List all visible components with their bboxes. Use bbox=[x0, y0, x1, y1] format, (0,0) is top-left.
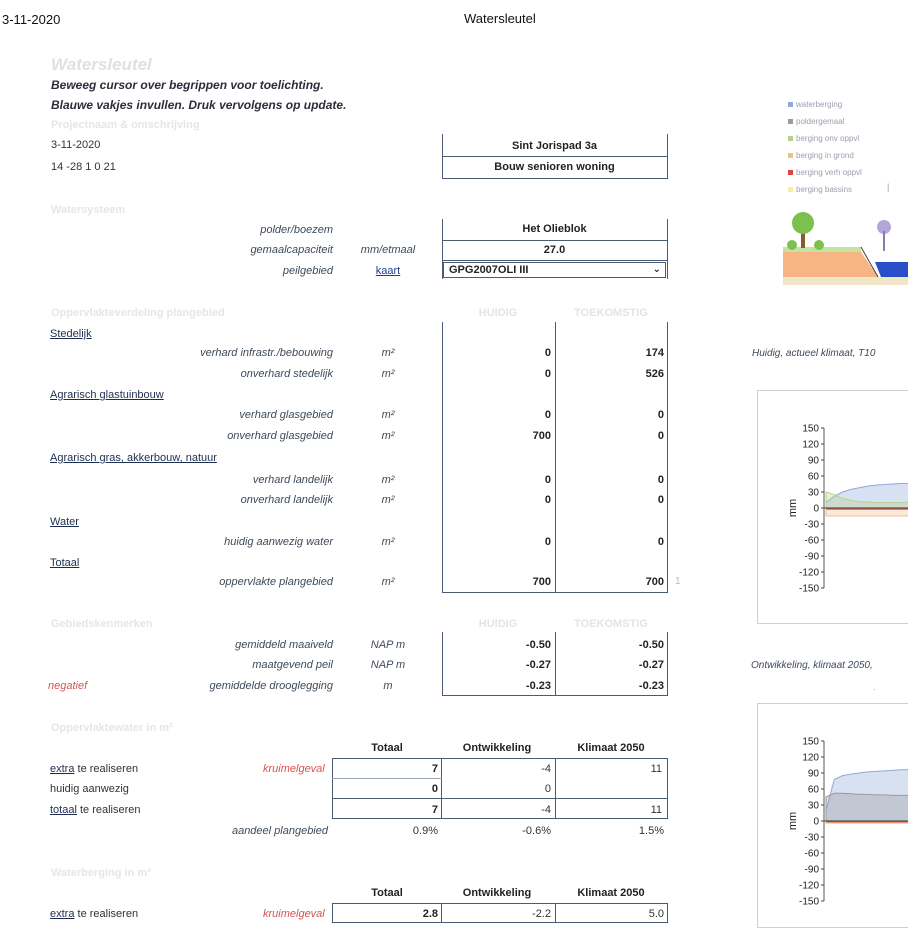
col-klimaat-2: Klimaat 2050 bbox=[577, 887, 645, 899]
print-title: Watersleutel bbox=[464, 11, 536, 26]
section-watersysteem: Watersysteem bbox=[51, 204, 126, 216]
group-glastuinbouw[interactable]: Agrarisch glastuinbouw bbox=[50, 389, 164, 401]
label-onverhard-glas: onverhard glasgebied bbox=[227, 430, 333, 442]
huidig-maaiveld: -0.50 bbox=[525, 639, 551, 651]
aandeel-ontwikkeling: -0.6% bbox=[522, 825, 551, 837]
section-gebiedskenmerken: Gebiedskenmerken bbox=[51, 618, 153, 630]
unit-nap: NAP m bbox=[370, 639, 406, 651]
y-tick-label: -30 bbox=[804, 832, 819, 844]
section-project: Projectnaam & omschrijving bbox=[51, 119, 200, 131]
y-tick-label: 60 bbox=[807, 784, 819, 796]
legend-label: waterberging bbox=[796, 100, 843, 109]
label-maatgevend-peil: maatgevend peil bbox=[252, 659, 333, 671]
unit-m2: m² bbox=[381, 430, 395, 442]
legend-waterberging bbox=[788, 100, 842, 109]
y-tick-label: 120 bbox=[802, 752, 819, 764]
row-huidig-label: huidig aanwezig bbox=[50, 783, 129, 795]
chart-2-frame bbox=[757, 703, 908, 928]
section-waterberging: Waterberging in m³ bbox=[51, 867, 151, 879]
totaal-ontwikkeling: -4 bbox=[541, 804, 551, 816]
legend-label: berging in grond bbox=[796, 151, 854, 160]
unit-m: m bbox=[383, 680, 393, 692]
huidig-verhard-landelijk: 0 bbox=[544, 474, 551, 486]
polder-value: Het Olieblok bbox=[522, 223, 587, 235]
totaal-link[interactable]: totaal bbox=[50, 804, 77, 816]
y-tick-label: -30 bbox=[804, 519, 819, 531]
tree-icon bbox=[792, 212, 814, 234]
kruimelgeval-flag: kruimelgeval bbox=[263, 763, 325, 775]
legend-label: berging onv oppvl bbox=[796, 134, 860, 143]
label-maaiveld: gemiddeld maaiveld bbox=[235, 639, 333, 651]
extra-label-text: te realiseren bbox=[74, 763, 139, 775]
huidig-verhard-infra: 0 bbox=[544, 347, 551, 359]
legend-berging-bassins bbox=[788, 185, 852, 194]
huidig-aanwezig-ontwikkeling: 0 bbox=[544, 783, 551, 795]
y-tick-label: -60 bbox=[804, 535, 819, 547]
huidig-onverhard-glas: 700 bbox=[532, 430, 551, 442]
label-polder: polder/boezem bbox=[260, 224, 333, 236]
legend-swatch bbox=[788, 102, 793, 107]
y-tick-label: -120 bbox=[798, 567, 819, 579]
legend-berging-onv bbox=[788, 134, 859, 143]
intro-line-1: Beweeg cursor over begrippen voor toelichting. bbox=[51, 78, 324, 92]
peilgebied-select-value: GPG2007OLI III bbox=[449, 264, 529, 276]
huidig-water: 0 bbox=[544, 536, 551, 548]
unit-m2: m² bbox=[381, 494, 395, 506]
negatief-flag: negatief bbox=[48, 680, 88, 692]
totaal-klimaat: 11 bbox=[650, 804, 662, 816]
y-tick-label: 60 bbox=[807, 471, 819, 483]
landscape-illustration bbox=[783, 205, 908, 285]
berging-extra-label bbox=[50, 908, 138, 920]
huidig-aanwezig-totaal[interactable]: 0 bbox=[431, 783, 438, 795]
project-code: 14 -28 1 0 21 bbox=[51, 161, 116, 173]
col-huidig-2: HUIDIG bbox=[478, 618, 518, 630]
toekomstig-onverhard-glas[interactable]: 0 bbox=[657, 430, 664, 442]
project-name-field[interactable]: Sint Jorispad 3a bbox=[512, 140, 597, 152]
kruimelgeval-flag-2: kruimelgeval bbox=[263, 908, 325, 920]
unit-m2: m² bbox=[381, 536, 395, 548]
legend-swatch bbox=[788, 187, 793, 192]
y-tick-label: 0 bbox=[813, 816, 819, 828]
berging-klimaat: 5.0 bbox=[648, 908, 664, 920]
extra-totaal: 7 bbox=[431, 763, 438, 775]
legend-label: berging bassins bbox=[796, 185, 853, 194]
totaal-label-text: te realiseren bbox=[76, 804, 141, 816]
y-tick-label: 30 bbox=[807, 800, 819, 812]
legend-berging-grond bbox=[788, 151, 854, 160]
group-agrarisch[interactable]: Agrarisch gras, akkerbouw, natuur bbox=[50, 452, 217, 464]
aandeel-totaal: 0.9% bbox=[412, 825, 438, 837]
section-oppervlakte: Oppervlakteverdeling plangebied bbox=[51, 307, 225, 319]
label-drooglegging: gemiddelde drooglegging bbox=[209, 680, 333, 692]
bush-icon bbox=[787, 240, 797, 250]
huidig-verhard-glas: 0 bbox=[544, 409, 551, 421]
huidig-drooglegging: -0.23 bbox=[525, 680, 551, 692]
berging-extra-text: te realiseren bbox=[74, 908, 139, 920]
chart-1 bbox=[758, 391, 908, 625]
chart-caption-2: Ontwikkeling, klimaat 2050, bbox=[751, 660, 873, 671]
print-date: 3-11-2020 bbox=[2, 12, 61, 27]
y-tick-label: 120 bbox=[802, 439, 819, 451]
unit-m2: m² bbox=[381, 576, 395, 588]
y-tick-label: -120 bbox=[798, 880, 819, 892]
legend-label: poldergemaal bbox=[796, 117, 845, 126]
label-huidig-water: huidig aanwezig water bbox=[224, 536, 333, 548]
toekomstig-peil: -0.27 bbox=[638, 659, 664, 671]
chart-2 bbox=[758, 704, 908, 929]
peilgebied-select[interactable] bbox=[443, 262, 666, 278]
col-totaal: Totaal bbox=[371, 742, 403, 754]
huidig-totaal: 700 bbox=[532, 576, 551, 588]
y-axis-label: mm bbox=[787, 498, 799, 518]
huidig-peil: -0.27 bbox=[525, 659, 551, 671]
project-description-field[interactable]: Bouw senioren woning bbox=[494, 161, 615, 173]
huidig-onverhard-landelijk: 0 bbox=[544, 494, 551, 506]
intro-line-2: Blauwe vakjes invullen. Druk vervolgens op update. bbox=[51, 98, 347, 112]
series-area-3 bbox=[826, 508, 908, 516]
legend-mark: | bbox=[887, 182, 890, 192]
toekomstig-verhard-infra[interactable]: 174 bbox=[645, 347, 664, 359]
extra-ontwikkeling: -4 bbox=[541, 763, 551, 775]
gemaalcapaciteit-value: 27.0 bbox=[543, 244, 566, 256]
label-verhard-landelijk: verhard landelijk bbox=[252, 474, 333, 486]
col-ontwikkeling-2: Ontwikkeling bbox=[462, 887, 532, 899]
col-huidig: HUIDIG bbox=[478, 307, 518, 319]
chart-1-frame bbox=[757, 390, 908, 624]
unit-gemaalcapaciteit: mm/etmaal bbox=[360, 244, 416, 256]
series-area-1 bbox=[826, 793, 908, 821]
berging-totaal: 2.8 bbox=[422, 908, 438, 920]
legend-swatch bbox=[788, 136, 793, 141]
group-stedelijk[interactable]: Stedelijk bbox=[50, 328, 92, 340]
legend-swatch bbox=[788, 170, 793, 175]
y-tick-label: 150 bbox=[802, 736, 819, 748]
bush-icon bbox=[814, 240, 824, 250]
col-ontwikkeling: Ontwikkeling bbox=[462, 742, 532, 754]
toekomstig-verhard-glas[interactable]: 0 bbox=[657, 409, 664, 421]
project-date: 3-11-2020 bbox=[51, 139, 101, 151]
extra-klimaat: 11 bbox=[650, 763, 662, 775]
toekomstig-drooglegging: -0.23 bbox=[638, 680, 664, 692]
y-tick-label: -60 bbox=[804, 848, 819, 860]
y-tick-label: 90 bbox=[807, 455, 819, 467]
totaal-totaal: 7 bbox=[431, 804, 438, 816]
label-verhard-glas: verhard glasgebied bbox=[239, 409, 333, 421]
y-tick-label: 150 bbox=[802, 423, 819, 435]
unit-m2: m² bbox=[381, 474, 395, 486]
berging-ontwikkeling: -2.2 bbox=[532, 908, 551, 920]
toekomstig-verhard-landelijk[interactable]: 0 bbox=[657, 474, 664, 486]
legend-swatch bbox=[788, 119, 793, 124]
legend-swatch bbox=[788, 153, 793, 158]
col-toekomstig: TOEKOMSTIG bbox=[574, 307, 648, 319]
extra-link[interactable]: extra bbox=[50, 763, 75, 775]
label-aandeel: aandeel plangebied bbox=[231, 825, 328, 837]
legend-label: berging verh oppvl bbox=[796, 168, 862, 177]
toekomstig-maaiveld: -0.50 bbox=[638, 639, 664, 651]
kaart-link[interactable]: kaart bbox=[375, 265, 401, 277]
legend-poldergemaal bbox=[788, 117, 844, 126]
unit-m2: m² bbox=[381, 368, 395, 380]
label-oppervlakte-plangebied: oppervlakte plangebied bbox=[219, 576, 333, 588]
y-tick-label: 0 bbox=[813, 503, 819, 515]
row-totaal-label bbox=[50, 804, 141, 816]
y-tick-label: -90 bbox=[804, 864, 819, 876]
toekomstig-totaal: 700 bbox=[645, 576, 664, 588]
label-onverhard-landelijk: onverhard landelijk bbox=[240, 494, 333, 506]
y-tick-label: -150 bbox=[798, 896, 819, 908]
unit-m2: m² bbox=[381, 347, 395, 359]
label-verhard-infra: verhard infrastr./bebouwing bbox=[200, 347, 333, 359]
berging-extra-link[interactable]: extra bbox=[50, 908, 75, 920]
section-oppervlaktewater: Oppervlaktewater in m² bbox=[51, 722, 173, 734]
col-klimaat: Klimaat 2050 bbox=[577, 742, 645, 754]
col-toekomstig-2: TOEKOMSTIG bbox=[574, 618, 648, 630]
group-totaal[interactable]: Totaal bbox=[50, 557, 80, 569]
legend-berging-verh bbox=[788, 168, 862, 177]
toekomstig-water[interactable]: 0 bbox=[657, 536, 664, 548]
label-onverhard-stedelijk: onverhard stedelijk bbox=[240, 368, 333, 380]
y-tick-label: 30 bbox=[807, 487, 819, 499]
row-extra-label bbox=[50, 763, 138, 775]
toekomstig-onverhard-stedelijk[interactable]: 526 bbox=[645, 368, 664, 380]
chevron-down-icon: ⌄ bbox=[652, 264, 661, 275]
label-peilgebied: peilgebied bbox=[282, 265, 333, 277]
y-axis-label: mm bbox=[787, 811, 799, 831]
y-tick-label: 90 bbox=[807, 768, 819, 780]
chart-caption-1: Huidig, actueel klimaat, T10 bbox=[752, 348, 876, 359]
unit-nap: NAP m bbox=[370, 659, 406, 671]
label-gemaalcapaciteit: gemaalcapaciteit bbox=[250, 244, 333, 256]
side-mark: 1 bbox=[675, 576, 681, 587]
toekomstig-onverhard-landelijk[interactable]: 0 bbox=[657, 494, 664, 506]
unit-m2: m² bbox=[381, 409, 395, 421]
app-title: Watersleutel bbox=[51, 55, 152, 74]
col-totaal-2: Totaal bbox=[371, 887, 403, 899]
huidig-onverhard-stedelijk: 0 bbox=[544, 368, 551, 380]
aandeel-klimaat: 1.5% bbox=[638, 825, 664, 837]
group-water[interactable]: Water bbox=[50, 516, 79, 528]
y-tick-label: -90 bbox=[804, 551, 819, 563]
y-tick-label: -150 bbox=[798, 583, 819, 595]
